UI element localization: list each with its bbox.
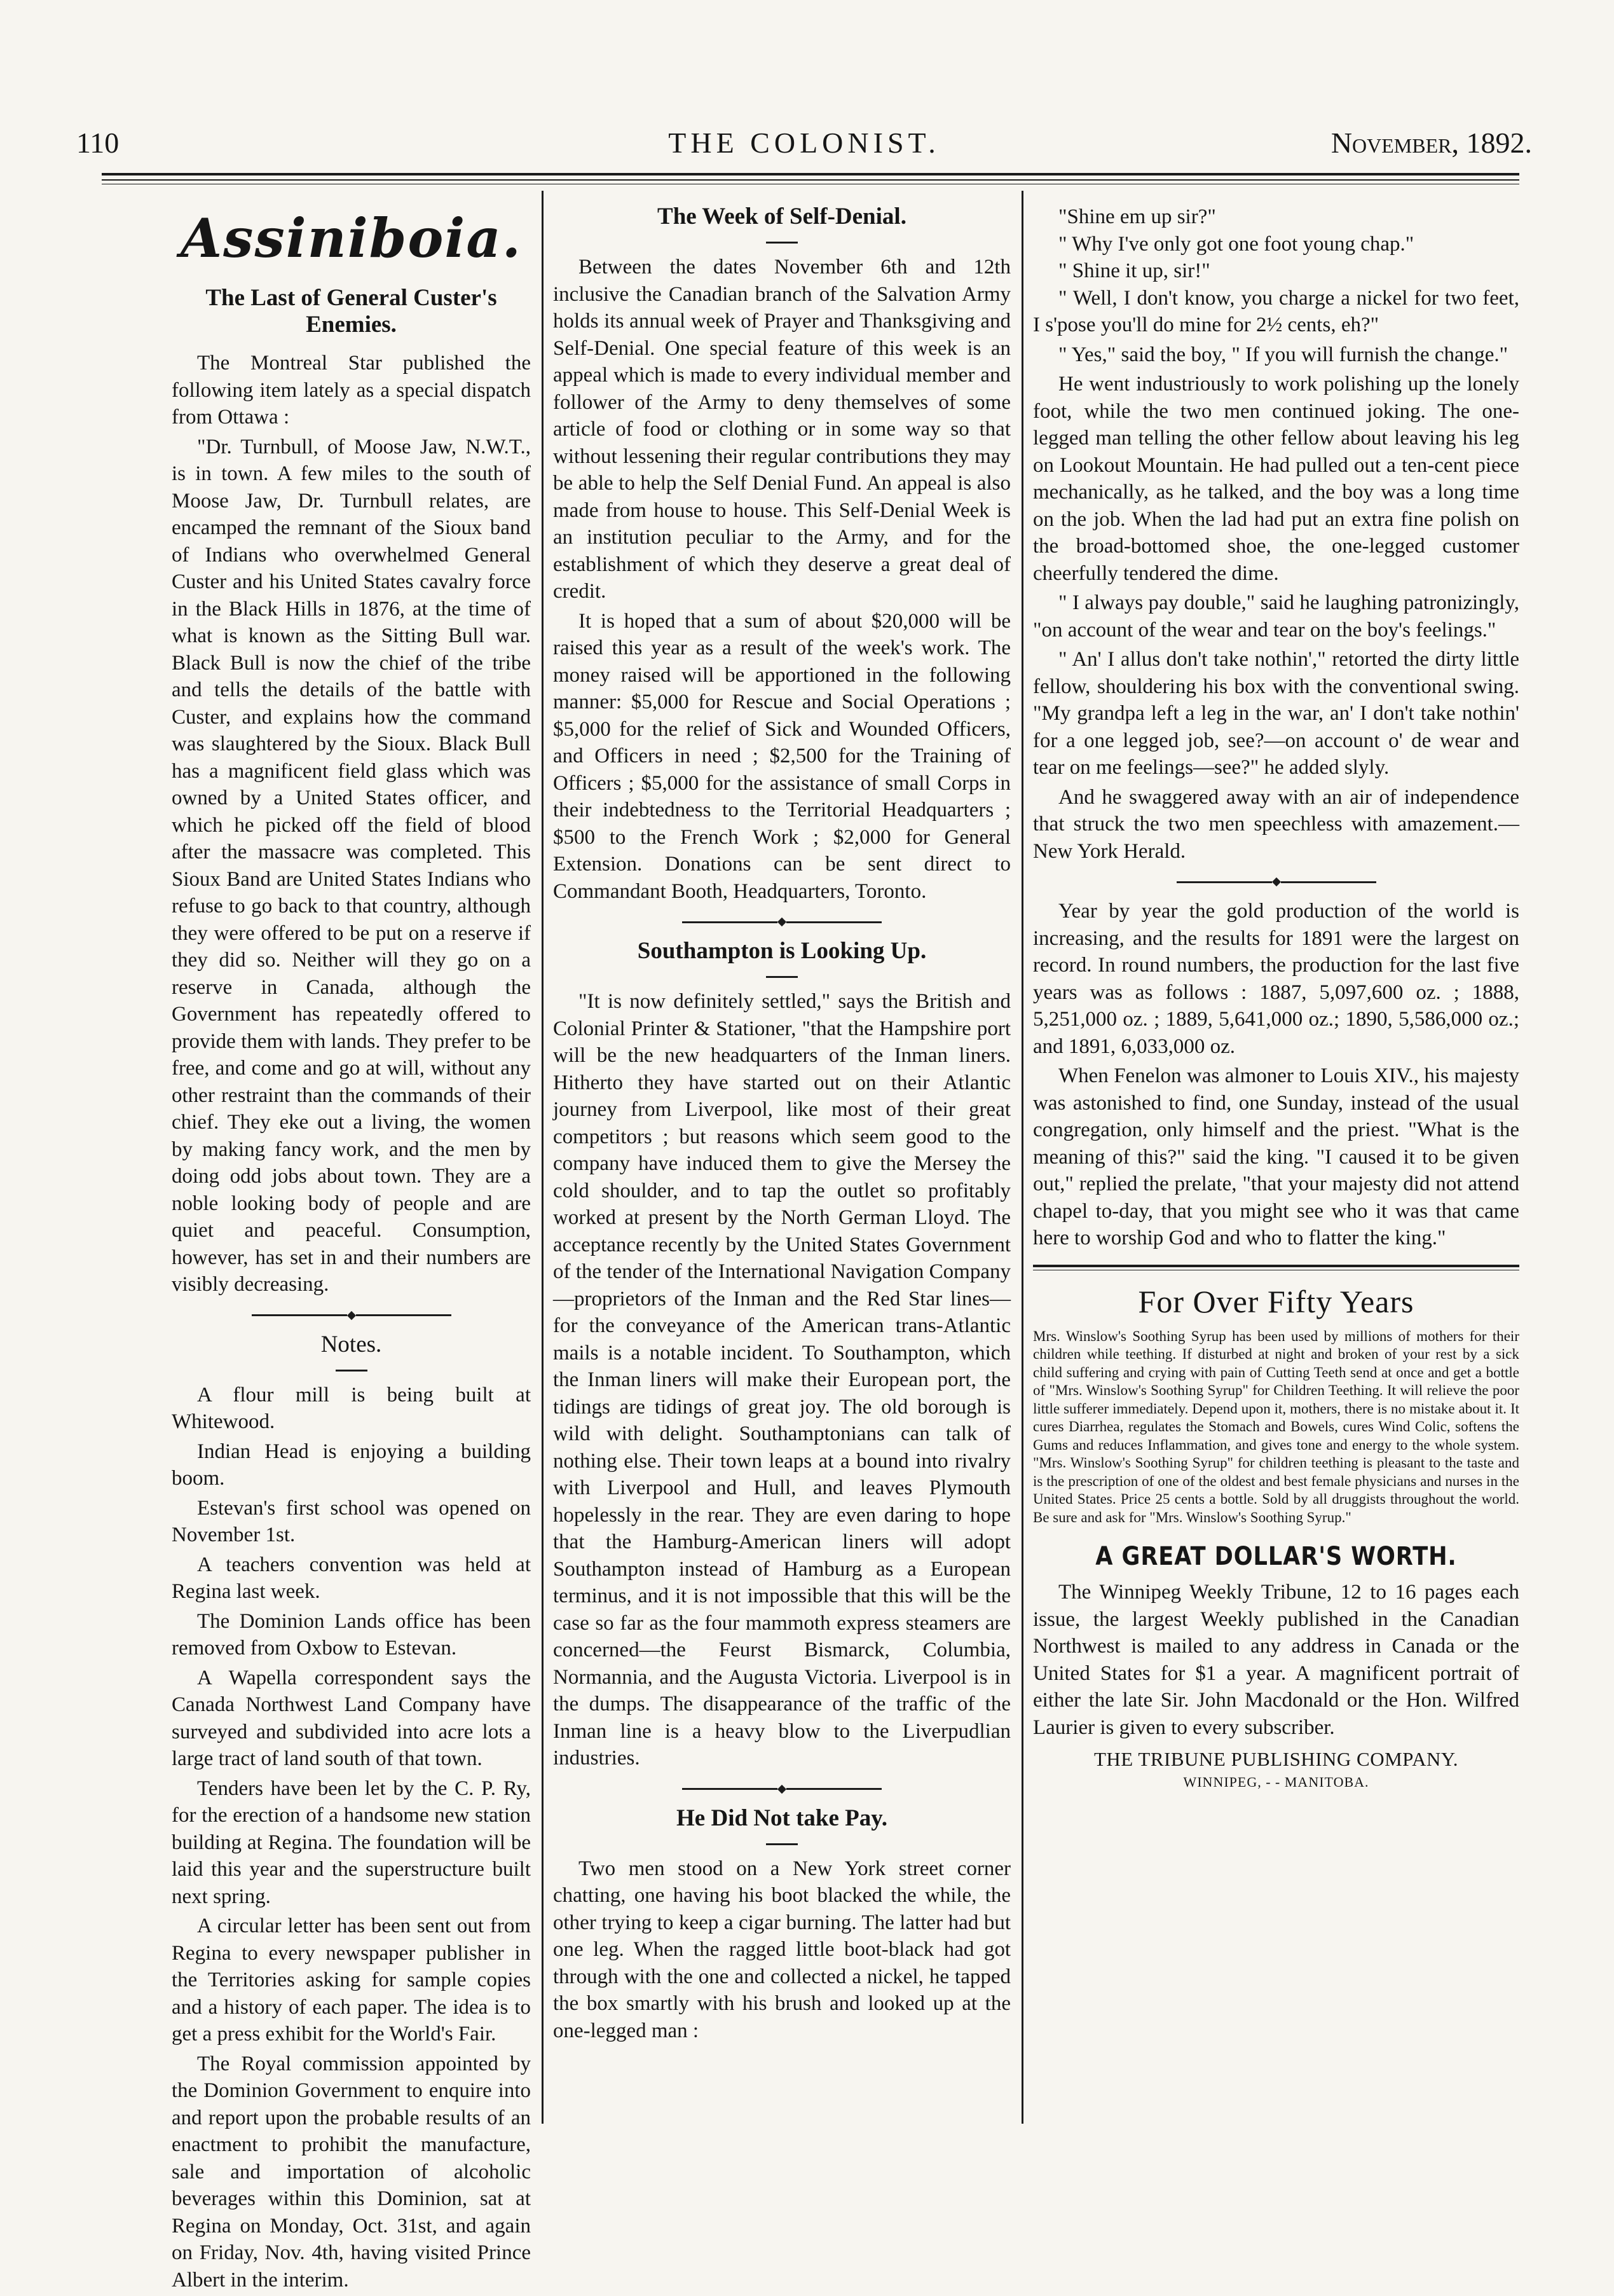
paragraph: " Yes," said the boy, " If you will furnish the change." [1058, 343, 1508, 366]
column-divider-1 [542, 191, 544, 2124]
paragraph: " An' I allus don't take nothin'," retorted the dirty little fellow, shouldering his box with the conventional swing. "My grandpa left a leg in the war, an' I don't take nothin' for a one legged job, see?—on account o' de wear and tear on me feelings—see?" he added slyly. [1033, 648, 1519, 779]
ad-text-soothing-syrup: Mrs. Winslow's Soothing Syrup has been used by millions of mothers for their children while teething. If disturbed at night and broken of your rest by a sick child suffering and crying with pain of Cutting Teeth send at once and get a bottle of "Mrs. Winslow's Soothing Syrup" for Children Teething. It will relieve the poor little sufferer immediately. Depend upon it, mothers, there is no mistake about it. It cures Diarrhea, regulates the Stomach and Bowels, cures Wind Colic, softens the Gums and reduces Inflammation, and gives tone and energy to the whole system. "Mrs. Winslow's Soothing Syrup" for children teething is pleasant to the taste and is the prescription of one of the oldest and best female physicians and nurses in the United States. Price 25 cents a bottle. Sold by all druggists throughout the world. Be sure and ask for "Mrs. Winslow's Soothing Syrup." [1033, 1328, 1519, 1525]
publication-title: THE COLONIST. [668, 127, 940, 159]
article-heading-notes: Notes. [320, 1331, 382, 1358]
dialogue-line: " Shine it up, sir!" [1058, 259, 1210, 282]
ornament-divider [553, 916, 1011, 925]
column-right [1033, 203, 1519, 1792]
paragraph: The Montreal Star published the following item lately as a special dispatch from Ottawa : [172, 352, 531, 429]
ad-heading-dollars-worth: A GREAT DOLLAR'S WORTH. [1095, 1542, 1457, 1571]
dialogue-line: "Shine em up sir?" [1058, 205, 1216, 228]
ad-heading-fifty-years: For Over Fifty Years [1138, 1283, 1414, 1319]
paragraph: He went industriously to work polishing up the lonely foot, while the two men continued joking. The one-legged man telling the other fellow about leaving his leg on Lookout Mountain. He had pulled out a ten-cent piece mechanically, as he talked, and the boy was a long time on the job. When the lad had put an extra fine polish on the broad-bottomed shoe, the one-legged customer cheerfully tendered the dime. [1033, 373, 1519, 585]
ornament-divider [1033, 876, 1519, 885]
short-rule [766, 242, 798, 244]
paragraph: Between the dates November 6th and 12th inclusive the Canadian branch of the Salvation Army holds its annual week of Prayer and Thanksgiving and Self-Denial. One special feature of this week is an appeal which is made to every individual member and follower of the Army to deny themselves of some article of food or clothing or in some way so that without lessening their regular contributions they may be able to help the Self Denial Fund. An appeal is also made from house to house. This Self-Denial Week is an institution peculiar to the Army, and for the establishment of which they deserve a great deal of credit. [553, 256, 1011, 603]
note-item: The Royal commission appointed by the Dominion Government to enquire into and report upon the probable results of an enactment to prohibit the manufacture, sale and importation of alcoholic beverages within this Dominion, sat at Regina on Monday, Oct. 31st, and again on Friday, Nov. 4th, having visited Prince Albert in the interim. [172, 2052, 531, 2292]
ad-location: WINNIPEG, - - MANITOBA. [1183, 1774, 1369, 1790]
article-heading-self-denial: The Week of Self-Denial. [657, 203, 906, 230]
column-middle [553, 203, 1011, 2047]
article-heading-did-not-take-pay: He Did Not take Pay. [676, 1804, 887, 1831]
article-heading-southampton: Southampton is Looking Up. [637, 938, 927, 964]
column-divider-2 [1022, 191, 1023, 2124]
paragraph: "It is now definitely settled," says the British and Colonial Printer & Stationer, "that the Hampshire port will be the new headquarters of the Inman liners. Hitherto they have started out on their Atlantic journey from Liverpool, like most of their great competitors ; but reasons which seem good to the company have induced them to give the Mersey the cold shoulder, and to tap the outlet so profitably worked at present by the North German Lloyd. The acceptance recently by the United States Government of the tender of the International Navigation Company—proprietors of the Inman and the Red Star lines—for the conveyance of the American trans-Atlantic mails is a notable incident. To Southampton, which the Inman liners will make their European port, the tidings are tidings of great joy. The old borough is wild with delight. Southamptonians can talk of nothing else. Their town leaps at a bound into rivalry with Liverpool and Hull, and leaves Plymouth hopelessly in the rear. They are even daring to hope that the Hamburg-American liners will adopt Southampton instead of Hamburg as a European terminus, and it is not impossible that this will be the case so far as the four mammoth express steamers are concerned—the Feurst Bismarck, Columbia, Normannia, and the Augusta Victoria. Liverpool is in the dumps. The disappearance of the traffic of the Inman line is a heavy blow to the Liverpudlian industries. [553, 990, 1011, 1770]
ad-text-tribune: The Winnipeg Weekly Tribune, 12 to 16 pages each issue, the largest Weekly published in the Canadian Northwest is mailed to any address in Canada or the United States for $1 a year. A magnificent portrait of either the late Sir. John Macdonald or the Hon. Wilfred Laurier is given to every subscriber. [1033, 1581, 1519, 1739]
paragraph: Two men stood on a New York street corner chatting, one having his boot blacked the while, the other trying to keep a cigar burning. The latter had but one leg. When the ragged little boot-black had got through with the one and collected a nickel, he tapped the box smartly with his brush and looked up at the one-legged man : [553, 1857, 1011, 2042]
note-item: A circular letter has been sent out from Regina to every newspaper publisher in the Territories asking for sample copies and a history of each paper. The idea is to get a press exhibit for the World's Fair. [172, 1914, 531, 2045]
paragraph: "Dr. Turnbull, of Moose Jaw, N.W.T., is in town. A few miles to the south of Moose Jaw, Dr. Turnbull relates, are encamped the remnant of the Sioux band of Indians who overwhelmed General Custer and his United States cavalry force in the Black Hills in 1876, at the time of what is known as the Sitting Bull war. Black Bull is now the chief of the tribe and tells the details of the battle with Custer, and explains how the command was slaughtered by the Sioux. Black Bull has a magnificent field glass which was owned by a United States officer, and which he picked off the field of blood after the massacre was completed. This Sioux Band are United States Indians who refuse to go back to that country, although they were offered to be put on a reserve if they did so. Neither will they go on a reserve in Canada, although the Government has repeatedly offered to provide them with lands. They prefer to be free, and come and go at will, without any other restraint than the commands of their chief. They eke out a living, the women by making fancy work, and the men by doing odd jobs about town. They are a noble looking body of people and are quiet and peaceful. Consumption, however, has set in and their numbers are visibly decreasing. [172, 435, 531, 1296]
paragraph: " I always pay double," said he laughing patronizingly, "on account of the wear and tear on the boy's feelings." [1033, 591, 1519, 642]
section-masthead: Assiniboia. [181, 207, 522, 270]
paragraph: Year by year the gold production of the world is increasing, and the results for 1891 were the largest on record. In round numbers, the production for the last five years was as follows : 1887, 5,097,600 oz. ; 1888, 5,251,000 oz. ; 1889, 5,641,000 oz.; 1890, 5,586,000 oz.; and 1891, 6,033,000 oz. [1033, 900, 1519, 1058]
note-item: Estevan's first school was opened on November 1st. [172, 1496, 531, 1546]
page-number: 110 [76, 127, 120, 159]
note-item: A teachers convention was held at Regina last week. [172, 1553, 531, 1603]
ad-signature: THE TRIBUNE PUBLISHING COMPANY. [1093, 1748, 1458, 1770]
short-rule [336, 1370, 367, 1371]
note-item: Tenders have been let by the C. P. Ry, for the erection of a handsome new station building at Regina. The foundation will be laid this year and the superstructure built next spring. [172, 1777, 531, 1908]
paragraph: It is hoped that a sum of about $20,000 will be raised this year as a result of the week's work. The money raised will be apportioned in the following manner: $5,000 for Rescue and Social Operations ; $5,000 for the relief of Sick and Wounded Officers, and Officers in need ; $2,500 for the Training of Officers ; $5,000 for the assistance of small Corps in their indebtedness to the Territorial Headquarters ; $500 to the French Work ; $2,000 for General Extension. Donations can be sent direct to Commandant Booth, Headquarters, Toronto. [553, 609, 1011, 903]
short-rule [766, 1843, 798, 1845]
header-rule-thin [102, 179, 1519, 181]
note-item: A flour mill is being built at Whitewood. [172, 1383, 531, 1433]
page-header [76, 121, 1532, 165]
column-assiniboia [172, 203, 531, 2296]
note-item: Indian Head is enjoying a building boom. [172, 1440, 531, 1490]
article-heading-custer: The Last of General Custer's Enemies. [205, 285, 497, 338]
dialogue-line: " Why I've only got one foot young chap." [1058, 232, 1414, 256]
ornament-divider [553, 1784, 1011, 1792]
ad-rule-thick [1033, 1265, 1519, 1267]
paragraph: " Well, I don't know, you charge a nickel for two feet, I s'pose you'll do mine for 2½ cents, eh?" [1033, 286, 1519, 336]
issue-date: November, 1892. [1330, 127, 1532, 159]
short-rule [766, 976, 798, 978]
note-item: A Wapella correspondent says the Canada Northwest Land Company have surveyed and subdivided into acre lots a large tract of land south of that town. [172, 1666, 531, 1770]
note-item: The Dominion Lands office has been removed from Oxbow to Estevan. [172, 1609, 531, 1660]
paragraph: And he swaggered away with an air of independence that struck the two men speechless with amazement.—New York Herald. [1033, 785, 1519, 863]
header-rule-thick [102, 173, 1519, 175]
ornament-divider [172, 1310, 531, 1319]
paragraph: When Fenelon was almoner to Louis XIV., his majesty was astonished to find, one Sunday, instead of the usual congregation, only himself and the priest. "What is the meaning of this?" said the king. "I caused it to be given out," replied the prelate, "that your majesty did not attend chapel to-day, that you might see who it was that came here to worship God and who to flatter the king." [1033, 1064, 1519, 1249]
